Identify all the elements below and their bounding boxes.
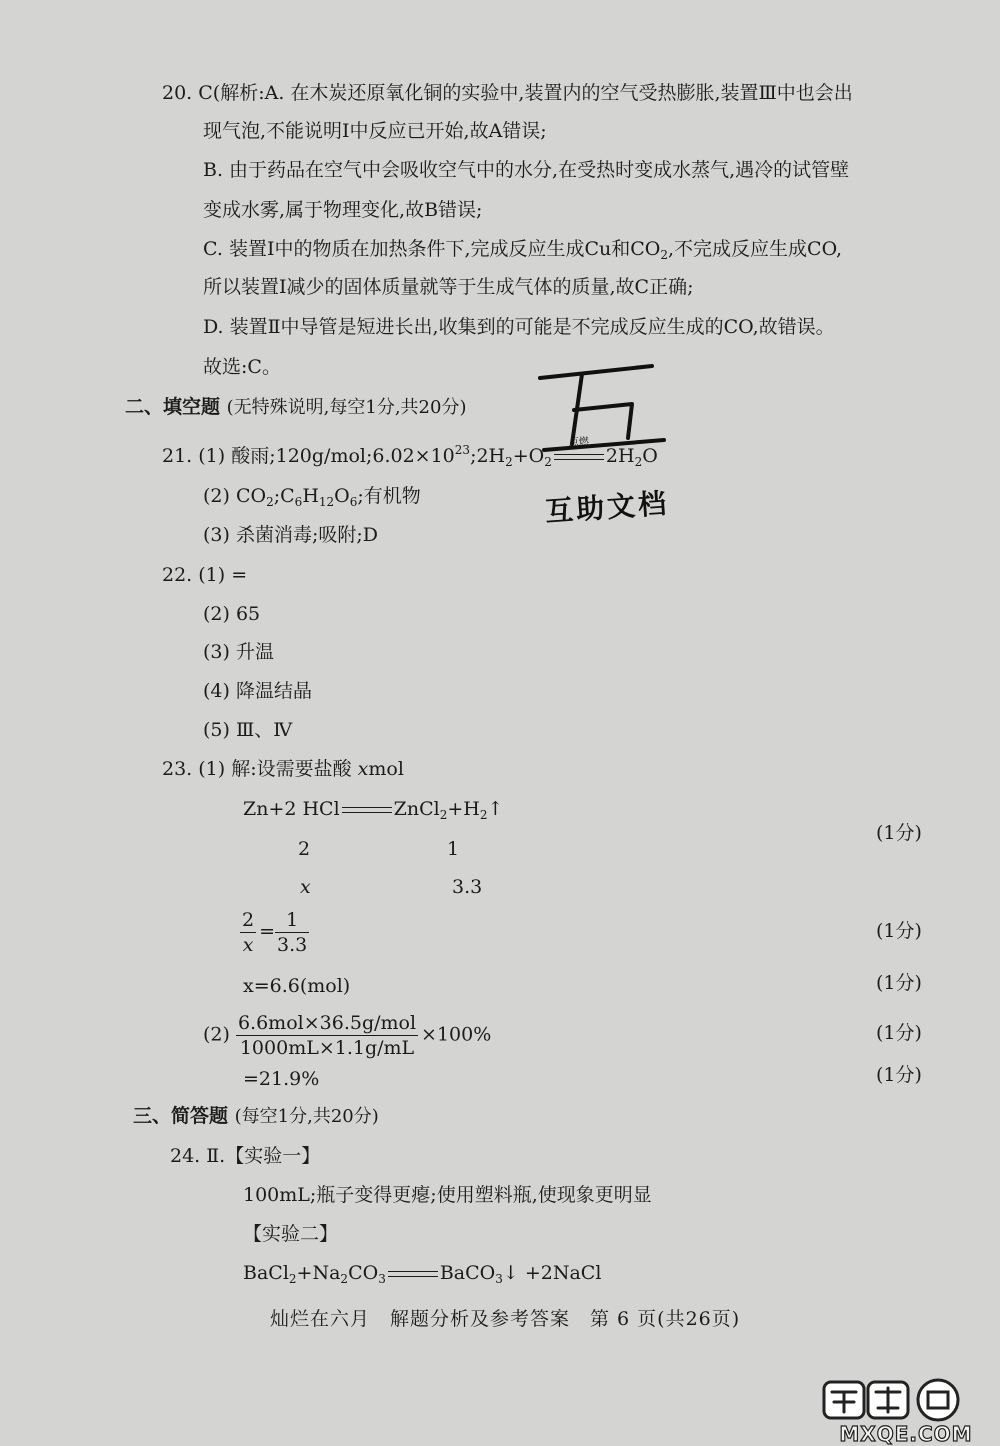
- q22-p4: (4) 降温结晶: [203, 680, 312, 702]
- reaction-equals-sign: [342, 804, 392, 816]
- q23-unk-a: x: [300, 876, 311, 898]
- score-4: (1分): [876, 1022, 922, 1044]
- fraction: $\frac{1}{3.3}$: [277, 909, 308, 956]
- q23-proportion: $\frac{2}{x}$ = $\frac{1}{3.3}$: [242, 909, 308, 956]
- q20-b1: B. 由于药品在空气中会吸收空气中的水分,在受热时变成水蒸气,遇冷的试管壁: [203, 159, 850, 181]
- watermark-logo-icon: [530, 352, 670, 482]
- q20-head: 20. C(解析:A. 在木炭还原氧化铜的实验中,装置内的空气受热膨胀,装置Ⅲ中也会出: [162, 82, 853, 104]
- q23-p1: 23. (1) 解:设需要盐酸 xmol: [162, 758, 404, 780]
- score-3: (1分): [876, 972, 922, 994]
- q24-head: 24. Ⅱ.【实验一】: [170, 1145, 321, 1167]
- q20-c2: 所以装置Ⅰ减少的固体质量就等于生成气体的质量,故C正确;: [203, 276, 694, 298]
- q23-p2-result: =21.9%: [243, 1068, 320, 1090]
- q24-l1: 100mL;瓶子变得更瘪;使用塑料瓶,使现象更明显: [243, 1184, 652, 1206]
- section-3-title: 三、简答题 (每空1分,共20分): [133, 1105, 379, 1127]
- fraction: $\frac{2}{x}$: [242, 909, 255, 956]
- score-2: (1分): [876, 920, 922, 942]
- q23-ratio-a: 2: [298, 838, 311, 860]
- section-2-title: 二、填空题 (无特殊说明,每空1分,共20分): [125, 396, 467, 418]
- corner-logo-url: MXQE.COM: [839, 1422, 973, 1446]
- score-5: (1分): [876, 1064, 922, 1086]
- page-footer: 灿烂在六月 解题分析及参考答案 第 6 页(共26页): [270, 1308, 741, 1330]
- watermark-text: 互助文档: [544, 486, 671, 529]
- reaction-equals-sign: [388, 1268, 438, 1280]
- q22-p5: (5) Ⅲ、Ⅳ: [203, 719, 293, 741]
- q23-unk-b: 3.3: [452, 876, 483, 898]
- q20-conclusion: 故选:C。: [203, 356, 281, 378]
- q20-d: D. 装置Ⅱ中导管是短进长出,收集到的可能是不完成反应生成的CO,故错误。: [203, 316, 835, 338]
- q20-a-cont: 现气泡,不能说明Ⅰ中反应已开始,故A错误;: [203, 120, 547, 142]
- q22-p2: (2) 65: [203, 603, 261, 625]
- q23-ratio-b: 1: [447, 838, 460, 860]
- q21-p3: (3) 杀菌消毒;吸附;D: [203, 524, 378, 546]
- fraction: $\frac{\text{6.6mol×36.5g/mol}}{1000mL\times 1.1g/mL}$: [237, 1012, 417, 1059]
- score-1: (1分): [876, 822, 922, 844]
- reaction-equals-sign: 点燃: [554, 451, 604, 463]
- q21-p1: 21. (1) 酸雨$;120g/mol;6.02\times 10^{23};2H_2+O_2$ 点燃 $2H_2O$: [162, 437, 658, 469]
- q23-result: x=6.6(mol): [243, 975, 351, 997]
- q20-c1: C. 装置Ⅰ中的物质在加热条件下,完成反应生成Cu和$CO_2$,不完成反应生成CO,: [203, 238, 843, 262]
- q21-p2: (2) $CO_2;C_6H_{12}O_6$;有机物: [203, 485, 421, 509]
- q24-l2: 【实验二】: [243, 1223, 339, 1245]
- q24-equation: $BaCl_2+Na_2CO_3$ BaCO$_3$↓ +2NaCl: [243, 1262, 602, 1286]
- q23-p2: (2) $\frac{\text{6.6mol×36.5g/mol}}{1000mL\times 1.1g/mL}$ ×100%: [203, 1012, 492, 1059]
- q23-equation: Zn+2 HCl $ZnCl_2+H_2↑$: [243, 798, 504, 822]
- q20-b2: 变成水雾,属于物理变化,故B错误;: [203, 199, 483, 221]
- q22-p3: (3) 升温: [203, 641, 274, 663]
- q22-p1: 22. (1) =: [162, 564, 248, 586]
